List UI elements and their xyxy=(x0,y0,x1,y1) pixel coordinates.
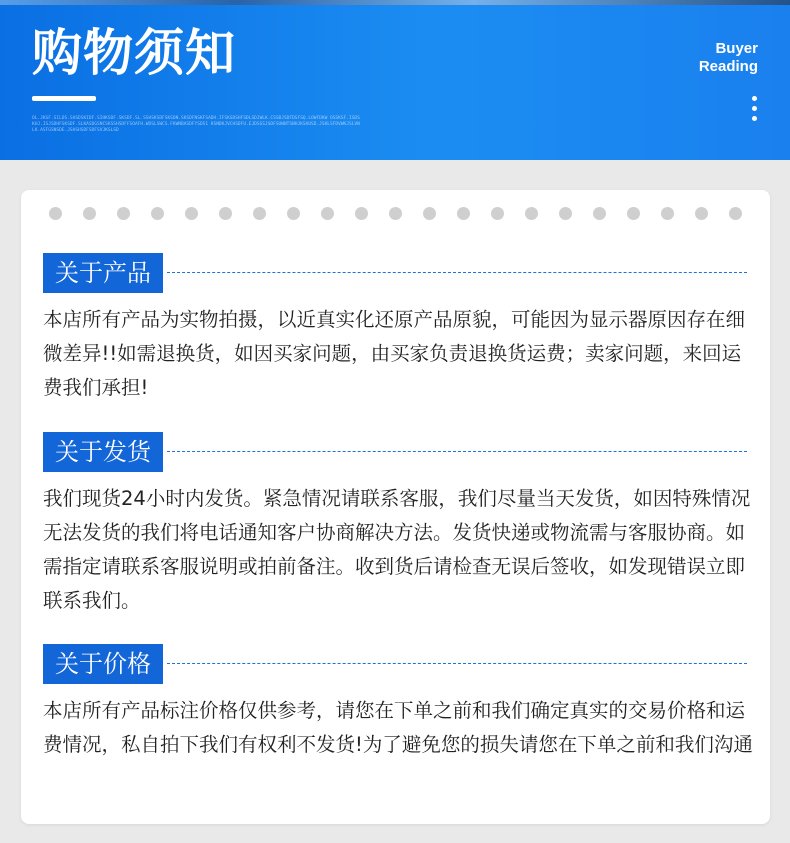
section-price xyxy=(43,644,763,762)
binder-hole xyxy=(695,207,708,220)
english-subtitle-line1: Buyer xyxy=(715,40,758,57)
section-body: 本店所有产品为实物拍摄，以近真实化还原产品原貌，可能因为显示器原因存在细微差异!!如需退换货，如因买家问题，由买家负责退换货运费；卖家问题，来回运费我们承担! xyxy=(43,308,746,399)
binder-holes xyxy=(49,207,749,221)
dashed-divider xyxy=(167,663,747,664)
section-header xyxy=(43,253,763,293)
section-shipping xyxy=(43,432,763,618)
binder-hole xyxy=(219,207,232,220)
decorative-fine-print: OL.JKSF.SILDS.SHSDSKIDF.SIHKSDF.SKSDF.SL.SSHSKSDFSKSDN.SKSDFNSKFSADH.IFSKSDSHFSDLSDJWLK.CSSBJSDFDSFSQ.LOWFDKW OSSKSF.ISDSKHJ.ISJSDHFSKSDF.SLKASDGSNCSKSSHSDFFSOAFH.WDSLSWCS.FKWNBASDFYSDS1 KSNDKJVCHSDFU.EJDSGSJSDFSUWNTSNHJKSHUSD.JSKLSFDVWKJSLVNLK.ASFGSNSDE.JSHSHSDFSDFSVJKSLSD xyxy=(32,116,360,133)
binder-hole xyxy=(151,207,164,220)
section-header xyxy=(43,644,763,684)
section-title: 关于价格 xyxy=(43,644,163,684)
binder-hole xyxy=(117,207,130,220)
binder-hole xyxy=(729,207,742,220)
binder-hole xyxy=(253,207,266,220)
binder-hole xyxy=(559,207,572,220)
title-underline xyxy=(32,96,96,101)
section-product xyxy=(43,253,763,405)
binder-hole xyxy=(49,207,62,220)
top-photo-strip xyxy=(0,0,790,5)
english-subtitle xyxy=(699,40,758,76)
english-subtitle-line2: Reading xyxy=(698,58,758,75)
dashed-divider xyxy=(167,451,747,452)
section-body: 我们现货24小时内发货。紧急情况请联系客服，我们尽量当天发货，如因特殊情况无法发货的我们将电话通知客户协商解决方法。发货快递或物流需与客服协商。如需指定请联系客服说明或拍前备注。收到货后请检查无误后签收，如发现错误立即联系我们。 xyxy=(43,487,751,612)
section-header xyxy=(43,432,763,472)
binder-hole xyxy=(423,207,436,220)
section-title: 关于产品 xyxy=(43,253,163,293)
dashed-divider xyxy=(167,272,747,273)
binder-hole xyxy=(627,207,640,220)
section-body: 本店所有产品标注价格仅供参考，请您在下单之前和我们确定真实的交易价格和运费情况，私自拍下我们有权利不发货!为了避免您的损失请您在下单之前和我们沟通 xyxy=(43,699,753,756)
binder-hole xyxy=(389,207,402,220)
binder-hole xyxy=(661,207,674,220)
binder-hole xyxy=(491,207,504,220)
binder-hole xyxy=(287,207,300,220)
section-title: 关于发货 xyxy=(43,432,163,472)
binder-hole xyxy=(593,207,606,220)
binder-hole xyxy=(321,207,334,220)
header-banner xyxy=(0,0,790,160)
vertical-dots-icon xyxy=(752,96,758,126)
binder-hole xyxy=(457,207,470,220)
binder-hole xyxy=(355,207,368,220)
binder-hole xyxy=(185,207,198,220)
binder-hole xyxy=(525,207,538,220)
binder-hole xyxy=(83,207,96,220)
page-title: 购物须知 xyxy=(32,24,236,82)
